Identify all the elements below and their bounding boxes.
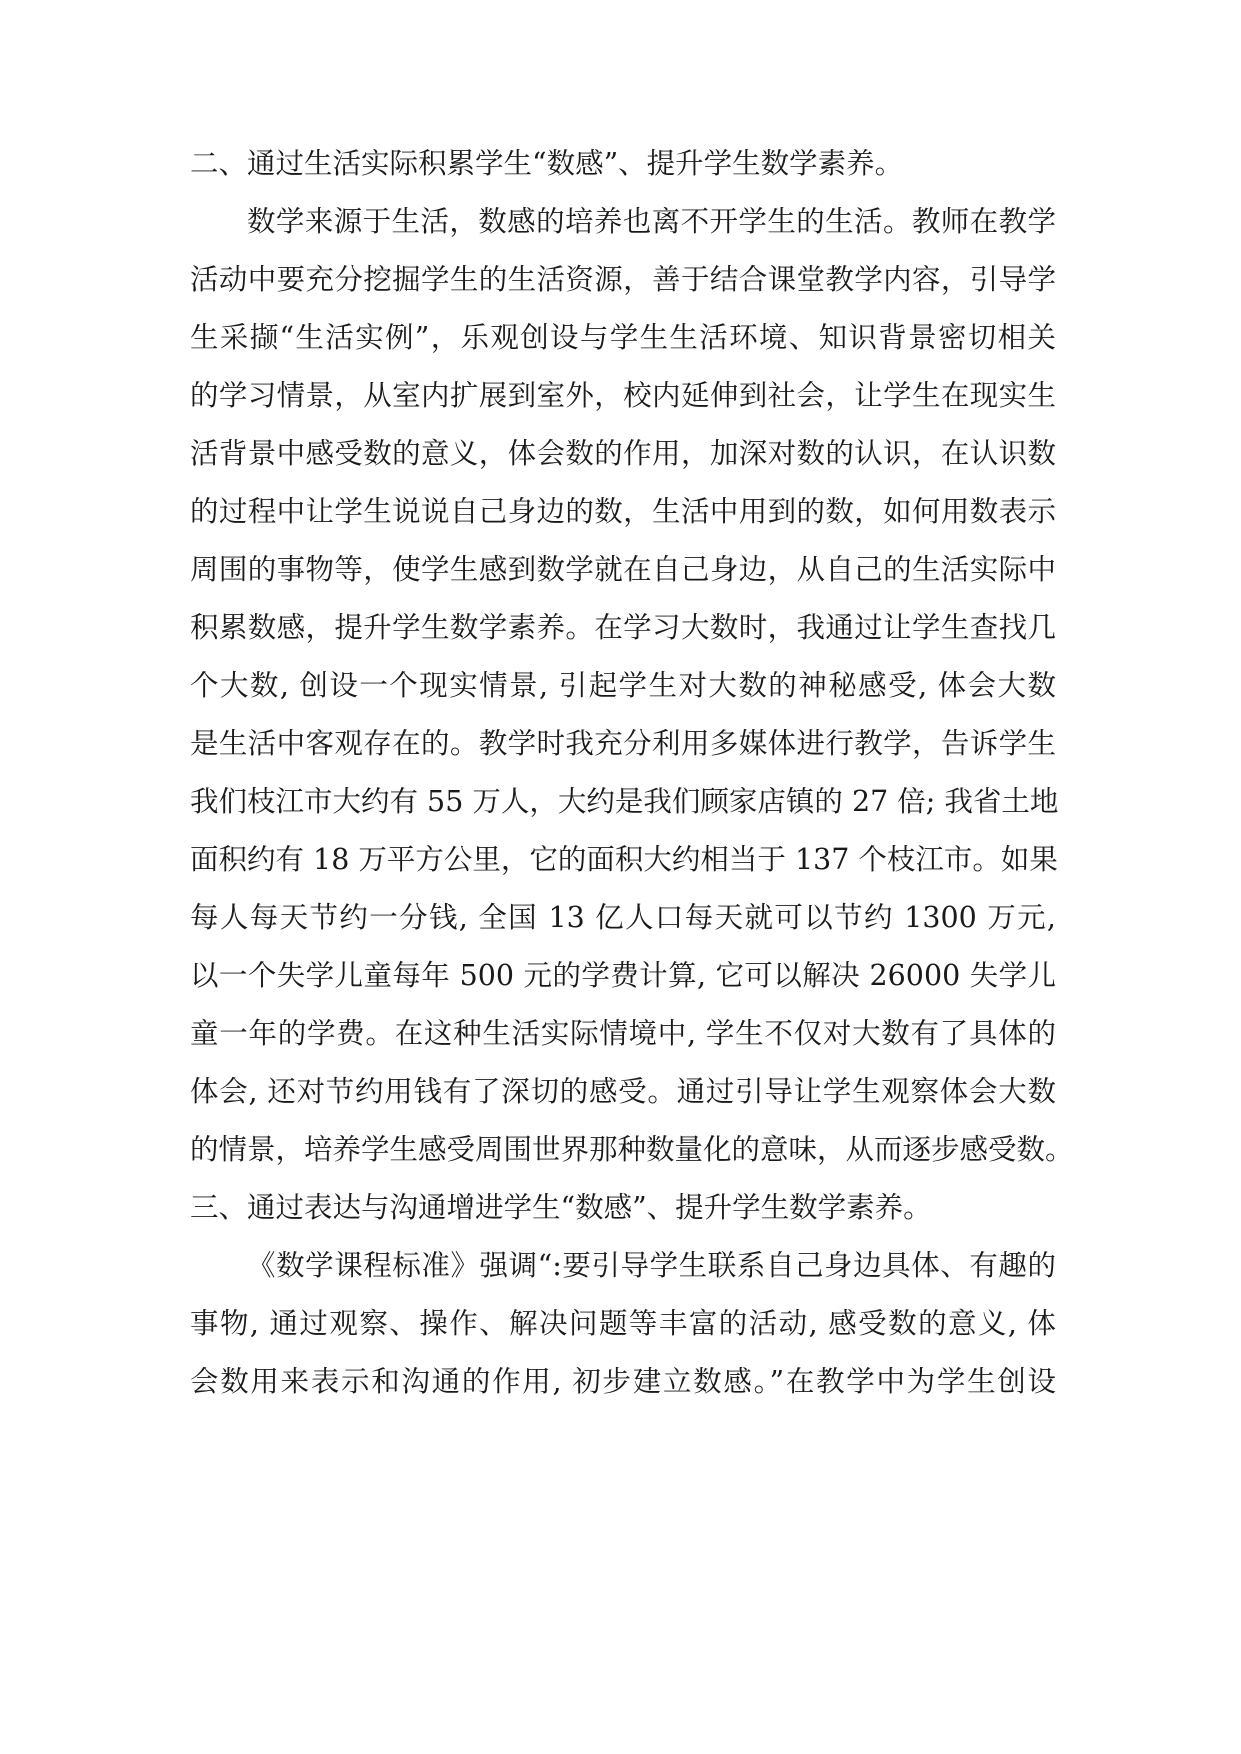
paragraph-line: 数学来源于生活，数感的培养也离不开学生的生活。教师在教学 (247, 205, 1056, 238)
paragraph-line: 《数学课程标准》强调“:要引导学生联系自己身边具体、有趣的 (247, 1249, 1056, 1282)
paragraph-line: 童一年的学费。在这种生活实际情境中, 学生不仅对大数有了具体的 (190, 1017, 1056, 1050)
paragraph-line: 我们枝江市大约有 55 万人，大约是我们顾家店镇的 27 倍; 我省土地 (190, 785, 1059, 818)
paragraph-line: 事物, 通过观察、操作、解决问题等丰富的活动, 感受数的意义, 体 (190, 1307, 1056, 1340)
paragraph-line: 生采撷“生活实例”，乐观创设与学生生活环境、知识背景密切相关 (190, 321, 1056, 354)
paragraph-line: 是生活中客观存在的。教学时我充分利用多媒体进行教学，告诉学生 (190, 727, 1056, 760)
paragraph-line: 的过程中让学生说说自己身边的数，生活中用到的数，如何用数表示 (190, 495, 1056, 528)
paragraph-line: 积累数感，提升学生数学素养。在学习大数时，我通过让学生查找几 (190, 611, 1056, 644)
paragraph-line: 会数用来表示和沟通的作用, 初步建立数感。”在教学中为学生创设 (190, 1365, 1056, 1398)
section-heading-2: 二、通过生活实际积累学生“数感”、提升学生数学素养。 (190, 147, 904, 180)
paragraph-line: 活背景中感受数的意义，体会数的作用，加深对数的认识，在认识数 (190, 437, 1056, 470)
section-heading-3: 三、通过表达与沟通增进学生“数感”、提升学生数学素养。 (190, 1191, 932, 1224)
paragraph-line: 的情景，培养学生感受周围世界那种数量化的意味，从而逐步感受数。 (190, 1133, 1074, 1166)
paragraph-line: 周围的事物等，使学生感到数学就在自己身边，从自己的生活实际中 (190, 553, 1056, 586)
paragraph-line: 活动中要充分挖掘学生的生活资源，善于结合课堂教学内容，引导学 (190, 263, 1056, 296)
paragraph-line: 面积约有 18 万平方公里，它的面积大约相当于 137 个枝江市。如果 (190, 843, 1058, 876)
paragraph-line: 体会, 还对节约用钱有了深切的感受。通过引导让学生观察体会大数 (190, 1075, 1056, 1108)
paragraph-line: 以一个失学儿童每年 500 元的学费计算, 它可以解决 26000 失学儿 (190, 959, 1056, 992)
paragraph-line: 个大数, 创设一个现实情景, 引起学生对大数的神秘感受, 体会大数 (190, 669, 1056, 702)
paragraph-line: 每人每天节约一分钱, 全国 13 亿人口每天就可以节约 1300 万元, (190, 901, 1056, 934)
paragraph-line: 的学习情景，从室内扩展到室外，校内延伸到社会，让学生在现实生 (190, 379, 1056, 412)
